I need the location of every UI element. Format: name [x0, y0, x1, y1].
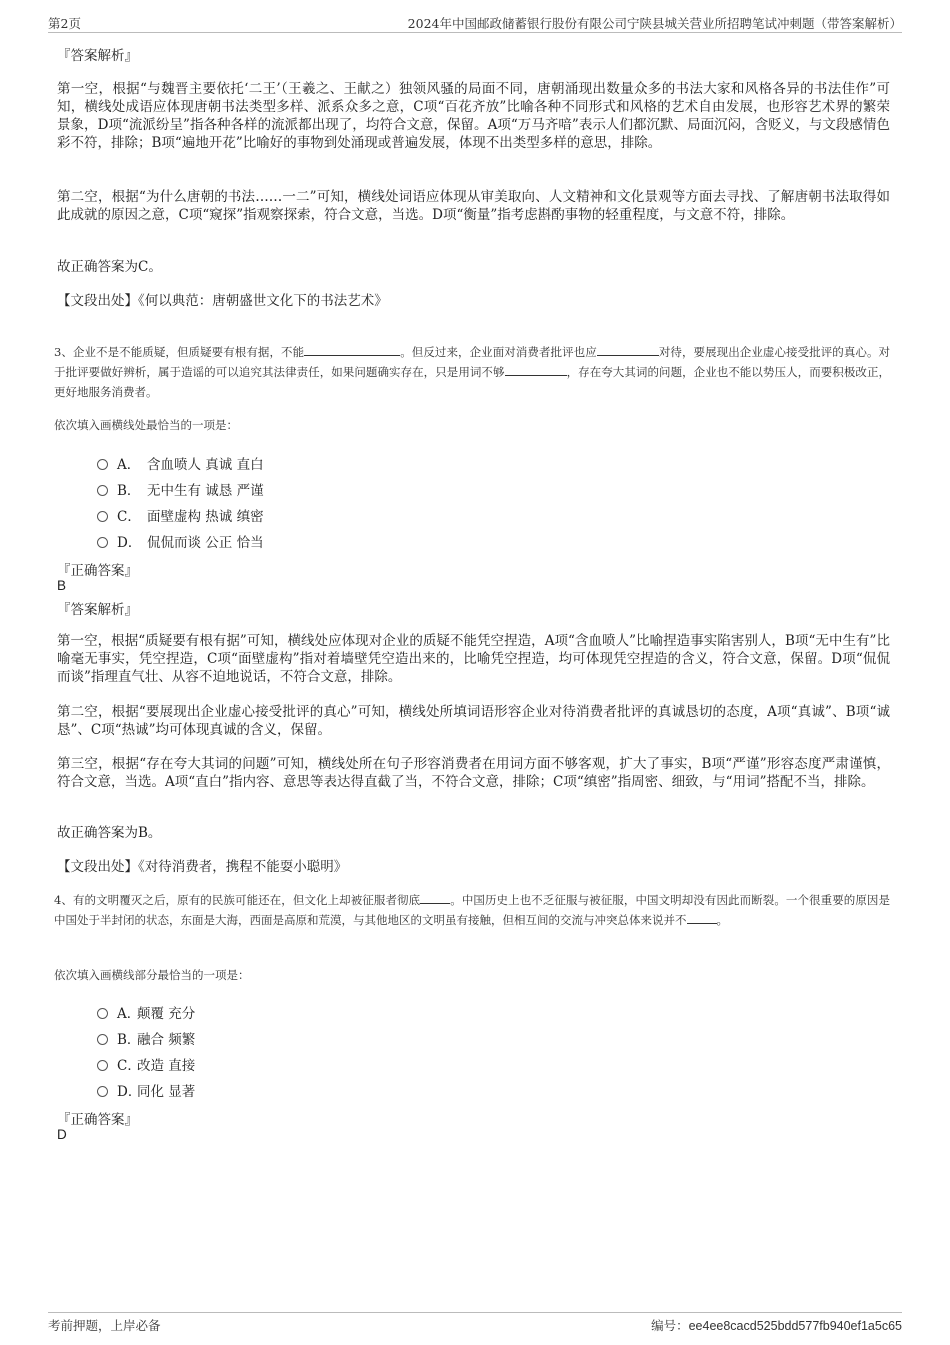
q3-stem-part-4: ，存在夸大其词的问题，企业也不能以势压人，而要积极改正，更好地服务消费者。 — [54, 365, 891, 399]
q3-analysis-label: 『答案解析』 — [57, 602, 138, 618]
radio-icon[interactable] — [97, 459, 108, 470]
q3-analysis-para-3: 第三空，根据“存在夸大其词的问题”可知，横线处所在句子形容消费者在用词方面不够客观，扩大了事实，B项“严谨”形容态度严肃谨慎，符合文意，当选。A项“直白”指内容、意思等表达得直截了当，不符合文意，排除；C项“缜密”指周密、细致，与“用词”搭配不当，排除。 — [57, 756, 890, 790]
q3-option-b[interactable]: B． 无中生有 诚恳 严谨 — [97, 479, 264, 499]
q4-stem-part-3: 。 — [716, 913, 728, 927]
radio-icon[interactable] — [97, 511, 108, 522]
q2-analysis-para-1: 第一空，根据“与魏晋主要依托‘二王’（王羲之、王献之）独领风骚的局面不同，唐朝涌现出数量众多的书法大家和风格各异的书法佳作”可知，横线处成语应体现唐朝书法类型多样、派系众多之意，C项“百花齐放”比喻各种不同形式和风格的艺术自由发展，也形容艺术界的繁荣景象，D项“流派纷呈”指各种各样的流派都出现了，均符合文意，保留。A项“万马齐喑”表示人们都沉默、局面沉闷，含贬义，与文段感情色彩不符，排除；B项“遍地开花”比喻好的事物到处涌现或普遍发展，体现不出类型多样的意思，排除。 — [57, 81, 890, 151]
q3-blank-3 — [505, 364, 567, 376]
q2-analysis-label: 『答案解析』 — [57, 48, 138, 64]
q3-stem-part-2: 。但反过来，企业面对消费者批评也应 — [400, 345, 597, 359]
q4-option-c[interactable]: C．改造 直接 — [97, 1054, 195, 1074]
q2-analysis-para-2: 第二空，根据“为什么唐朝的书法……一二”可知，横线处词语应体现从审美取向、人文精神和文化景观等方面去寻找、了解唐朝书法取得如此成就的原因之意，C项“窥探”指观察探索，符合文意，当选。D项“衡量”指考虑斟酌事物的轻重程度，与文意不符，排除。 — [57, 189, 890, 223]
page-footer — [48, 1312, 902, 1333]
radio-icon[interactable] — [97, 1060, 108, 1071]
radio-icon[interactable] — [97, 1086, 108, 1097]
q4-prompt: 依次填入画横线部分最恰当的一项是： — [54, 968, 250, 982]
q3-stem-part-3: 对待，要展现出企业虚心接受批评的真心。对于批评要做好辨析，属于造谣的可以追究其法律责任，如果问题确实存在，只是用词不够 — [54, 345, 891, 379]
footer-serial — [651, 1316, 902, 1334]
q4-stem-part-2: 。中国历史上也不乏征服与被征服，中国文明却没有因此而断裂。一个很重要的原因是中国处于半封闭的状态，东面是大海，西面是高原和荒漠，与其他地区的文明虽有接触，但相互间的交流与冲突总体来说并不 — [54, 893, 890, 927]
q2-conclusion: 故正确答案为C。 — [57, 259, 162, 275]
page-number: 第2页 — [48, 16, 81, 31]
q4-stem-part-1: 4、有的文明覆灭之后，原有的民族可能还在，但文化上却被征服者彻底 — [54, 893, 421, 907]
q3-blank-2 — [597, 344, 659, 356]
q3-prompt: 依次填入画横线处最恰当的一项是： — [54, 418, 238, 432]
q3-answer: B — [57, 578, 67, 593]
q4-blank-1 — [420, 892, 450, 904]
q3-stem-part-1: 3、企业不是不能质疑，但质疑要有根有据，不能 — [54, 345, 305, 359]
radio-icon[interactable] — [97, 485, 108, 496]
q4-option-a[interactable]: A．颠覆 充分 — [97, 1002, 195, 1022]
q3-stem — [54, 342, 890, 402]
q3-option-d[interactable]: D． 侃侃而谈 公正 恰当 — [97, 531, 264, 551]
radio-icon[interactable] — [97, 1034, 108, 1045]
serial-label: 编号： — [651, 1318, 689, 1333]
radio-icon[interactable] — [97, 537, 108, 548]
q4-answer-label: 『正确答案』 — [57, 1112, 138, 1128]
q4-answer: D — [57, 1127, 67, 1142]
q3-conclusion: 故正确答案为B。 — [57, 825, 162, 841]
q3-analysis-para-2: 第二空，根据“要展现出企业虚心接受批评的真心”可知，横线处所填词语形容企业对待消费者批评的真诚恳切的态度，A项“真诚”、B项“诚恳”、C项“热诚”均可体现真诚的含义，保留。 — [57, 704, 890, 738]
q4-option-b[interactable]: B．融合 频繁 — [97, 1028, 195, 1048]
q2-source: 【文段出处】《何以典范：唐朝盛世文化下的书法艺术》 — [57, 293, 388, 309]
q3-source: 【文段出处】《对待消费者，携程不能耍小聪明》 — [57, 859, 348, 875]
q3-blank-1 — [304, 344, 400, 356]
page-header — [48, 12, 902, 33]
radio-icon[interactable] — [97, 1008, 108, 1019]
document-title: 2024年中国邮政储蓄银行股份有限公司宁陕县城关营业所招聘笔试冲刺题（带答案解析） — [407, 16, 902, 31]
q3-answer-label: 『正确答案』 — [57, 563, 138, 579]
footer-slogan: 考前押题，上岸必备 — [48, 1318, 161, 1333]
q4-option-d[interactable]: D．同化 显著 — [97, 1080, 195, 1100]
q4-blank-2 — [687, 912, 717, 924]
q3-analysis-para-1: 第一空，根据“质疑要有根有据”可知，横线处应体现对企业的质疑不能凭空捏造，A项“含血喷人”比喻捏造事实陷害别人，B项“无中生有”比喻毫无事实，凭空捏造，C项“面壁虚构”指对着墙壁凭空造出来的，比喻凭空捏造，均可体现凭空捏造的含义，符合文意，保留。D项“侃侃而谈”指理直气壮、从容不迫地说话，不符合文意，排除。 — [57, 633, 890, 685]
q3-option-c[interactable]: C． 面壁虚构 热诚 缜密 — [97, 505, 264, 525]
q4-stem — [54, 890, 890, 930]
q3-option-a[interactable]: A． 含血喷人 真诚 直白 — [97, 453, 264, 473]
serial-value: ee4ee8cacd525bdd577fb940ef1a5c65 — [688, 1319, 902, 1333]
